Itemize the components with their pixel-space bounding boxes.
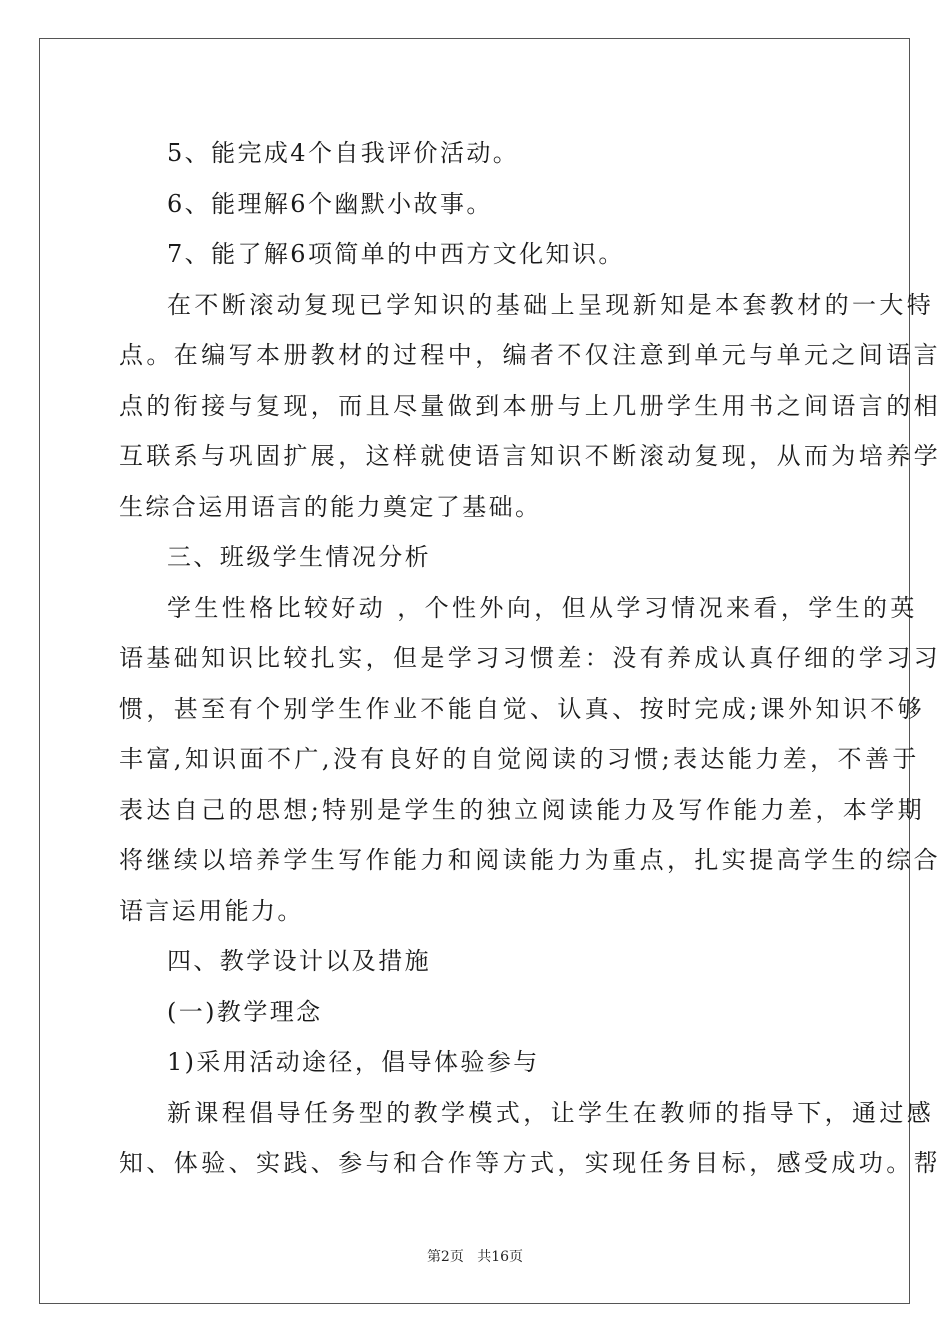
subsection-heading: (一)教学理念 (167, 997, 323, 1026)
text-line: 点。在编写本册教材的过程中，编者不仅注意到单元与单元之间语言 (119, 341, 941, 369)
text-line: 新课程倡导任务型的教学模式，让学生在教师的指导下，通过感 (167, 1098, 935, 1127)
text-line: 知、体验、实践、参与和合作等方式，实现任务目标，感受成功。帮 (119, 1149, 941, 1177)
page-number: 第2页 (426, 1249, 464, 1265)
footer-spacer (464, 1249, 477, 1265)
text-line: 点的衔接与复现，而且尽量做到本册与上几册学生用书之间语言的相 (119, 391, 941, 420)
page-footer (0, 1246, 950, 1266)
section-heading: 三、班级学生情况分析 (167, 543, 431, 571)
text-line: 丰富,知识面不广,没有良好的自觉阅读的习惯;表达能力差，不善于 (119, 745, 920, 773)
text-line: 学生性格比较好动 ，个性外向，但从学习情况来看，学生的英 (167, 593, 918, 622)
text-line: 语言运用能力。 (119, 896, 304, 925)
text-line: 语基础知识比较扎实，但是学习习惯差：没有养成认真仔细的学习习 (119, 644, 941, 672)
page-total: 共16页 (477, 1249, 524, 1265)
subsection-heading: 1)采用活动途径，倡导体验参与 (167, 1048, 540, 1076)
text-line: 5、能完成4个自我评价活动。 (167, 139, 520, 167)
text-line: 7、能了解6项简单的中西方文化知识。 (167, 240, 625, 268)
text-line: 将继续以培养学生写作能力和阅读能力为重点，扎实提高学生的综合 (119, 846, 941, 874)
text-line: 惯，甚至有个别学生作业不能自觉、认真、按时完成;课外知识不够 (119, 694, 926, 723)
text-line: 6、能理解6个幽默小故事。 (167, 189, 493, 218)
text-line: 表达自己的思想;特别是学生的独立阅读能力及写作能力差，本学期 (119, 795, 926, 824)
text-line: 生综合运用语言的能力奠定了基础。 (119, 492, 542, 521)
document-body (119, 128, 941, 1189)
section-heading: 四、教学设计以及措施 (167, 947, 431, 975)
text-line: 在不断滚动复现已学知识的基础上呈现新知是本套教材的一大特 (167, 290, 935, 319)
text-line: 互联系与巩固扩展，这样就使语言知识不断滚动复现，从而为培养学 (119, 442, 941, 470)
